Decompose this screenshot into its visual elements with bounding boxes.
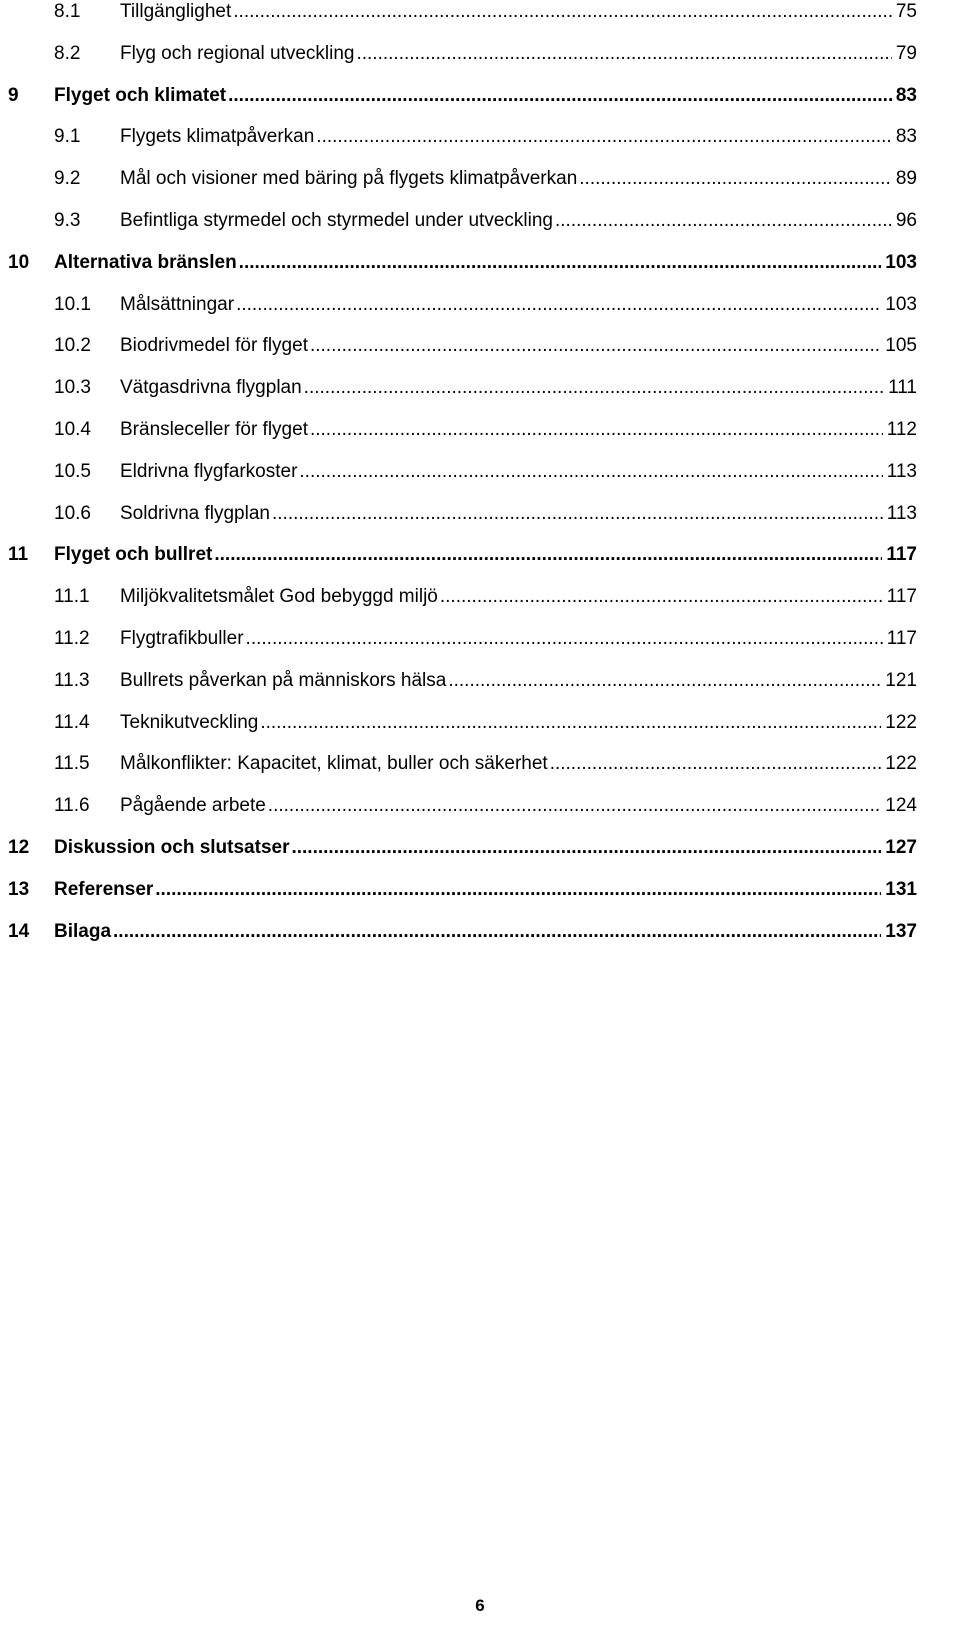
toc-entry-title: Befintliga styrmedel och styrmedel under utveckling — [120, 210, 553, 231]
toc-entry-body — [120, 623, 917, 655]
toc-entry-title: Flygets klimatpåverkan — [120, 126, 315, 148]
toc-entry[interactable] — [0, 0, 960, 28]
toc-entry-title: Målkonflikter: Kapacitet, klimat, buller och säkerhet — [120, 753, 548, 775]
toc-entry-body — [120, 121, 917, 153]
toc-entry-page: 83 — [895, 126, 917, 148]
toc-entry[interactable] — [0, 874, 960, 906]
toc-entry[interactable] — [0, 748, 960, 780]
toc-entry-body — [120, 790, 917, 822]
toc-entry-page: 124 — [885, 795, 917, 817]
toc-entry-number: 10.1 — [54, 293, 91, 315]
toc-entry-number: 10.3 — [54, 377, 91, 399]
toc-entry-body — [120, 289, 917, 321]
toc-entry[interactable] — [0, 372, 960, 404]
toc-entry[interactable] — [0, 289, 960, 321]
toc-entry-number: 9.3 — [54, 210, 81, 231]
toc-entry-page: 111 — [888, 377, 917, 399]
dot-leader — [236, 289, 881, 321]
toc-entry-number: 8.1 — [54, 1, 81, 22]
toc-entry-title: Flyg och regional utveckling — [120, 42, 355, 64]
dot-leader — [228, 80, 892, 112]
toc-entry-number: 11.3 — [54, 669, 90, 691]
toc-entry-title: Biodrivmedel för flyget — [120, 335, 308, 357]
toc-entry-title: Bränsleceller för flyget — [120, 419, 308, 440]
page-number: 6 — [475, 1596, 485, 1615]
toc-entry-number: 11.1 — [54, 586, 90, 608]
toc-entry-title: Alternativa bränslen — [54, 251, 237, 273]
dot-leader — [299, 456, 882, 488]
toc-entry-title: Bilaga — [54, 920, 112, 942]
toc-entry-number: 11.4 — [54, 711, 90, 733]
dot-leader — [155, 874, 881, 906]
toc-entry-page: 121 — [885, 669, 917, 691]
toc-entry-page: 117 — [886, 544, 917, 566]
toc-entry-number: 10 — [8, 251, 30, 273]
toc-entry-title: Vätgasdrivna flygplan — [120, 377, 302, 399]
toc-entry[interactable] — [0, 456, 960, 488]
toc-entry-number: 8.2 — [54, 42, 81, 64]
toc-entry-body — [120, 163, 917, 195]
dot-leader — [579, 163, 892, 195]
toc-entry-number: 9.1 — [54, 126, 81, 148]
toc-entry-number: 11.2 — [54, 628, 90, 649]
toc-entry[interactable] — [0, 80, 960, 112]
toc-entry[interactable] — [0, 665, 960, 697]
toc-entry-number: 9.2 — [54, 168, 81, 190]
toc-entry[interactable] — [0, 498, 960, 530]
toc-entry-number: 12 — [8, 837, 30, 858]
toc-entry-body — [120, 0, 917, 28]
toc-entry-number: 10.2 — [54, 335, 91, 357]
toc-entry-number: 14 — [8, 920, 30, 942]
toc-entry-title: Soldrivna flygplan — [120, 502, 270, 524]
toc-entry-body — [54, 874, 917, 906]
toc-entry-title: Eldrivna flygfarkoster — [120, 460, 298, 482]
toc-entry-number: 11 — [8, 544, 29, 566]
dot-leader — [440, 581, 883, 613]
dot-leader — [233, 0, 892, 28]
toc-entry[interactable] — [0, 581, 960, 613]
toc-entry-body — [120, 581, 917, 613]
toc-entry-title: Referenser — [54, 878, 154, 900]
toc-entry-body — [120, 456, 917, 488]
toc-entry-number: 9 — [8, 84, 19, 106]
toc-entry[interactable] — [0, 121, 960, 153]
dot-leader — [214, 539, 882, 571]
toc-entry-page: 122 — [885, 753, 917, 775]
dot-leader — [260, 707, 881, 739]
toc-entry[interactable] — [0, 205, 960, 237]
dot-leader — [555, 205, 892, 237]
toc-entry-page: 75 — [895, 1, 917, 22]
toc-entry-body — [120, 665, 917, 697]
toc-entry-body — [54, 916, 917, 948]
toc-entry[interactable] — [0, 790, 960, 822]
toc-entry-number: 11.6 — [54, 795, 90, 817]
toc-entry-number: 13 — [8, 878, 30, 900]
toc-entry[interactable] — [0, 916, 960, 948]
toc-entry-title: Flygtrafikbuller — [120, 628, 244, 649]
toc-entry-page: 122 — [885, 711, 917, 733]
toc-entry-number: 10.4 — [54, 419, 91, 440]
toc-entry[interactable] — [0, 247, 960, 279]
dot-leader — [448, 665, 881, 697]
toc-entry[interactable] — [0, 832, 960, 864]
toc-entry-body — [54, 539, 917, 571]
toc-entry-number: 10.6 — [54, 502, 91, 524]
toc-entry-title: Bullrets påverkan på människors hälsa — [120, 669, 447, 691]
toc-entry-page: 131 — [885, 878, 917, 900]
toc-entry-page: 105 — [885, 335, 917, 357]
dot-leader — [239, 247, 882, 279]
toc-entry-title: Flyget och bullret — [54, 544, 213, 566]
dot-leader — [310, 414, 883, 446]
toc-entry-number: 11.5 — [54, 753, 90, 775]
toc-entry-body — [54, 80, 917, 112]
toc-entry[interactable] — [0, 539, 960, 571]
toc-entry-page: 113 — [886, 502, 917, 524]
toc-entry-body — [120, 498, 917, 530]
toc-entry-body — [120, 414, 917, 446]
dot-leader — [268, 790, 882, 822]
toc-entry-body — [120, 372, 917, 404]
toc-entry-body — [120, 748, 917, 780]
toc-entry-page: 83 — [895, 84, 917, 106]
toc-entry-title: Diskussion och slutsatser — [54, 837, 290, 858]
dot-leader — [291, 832, 881, 864]
dot-leader — [246, 623, 883, 655]
toc-entry-title: Tillgänglighet — [120, 1, 232, 22]
toc-entry-page: 103 — [885, 251, 917, 273]
toc-entry-title: Miljökvalitetsmålet God bebyggd miljö — [120, 586, 438, 608]
toc-entry-body — [54, 832, 917, 864]
toc-entry-body — [120, 330, 917, 362]
toc-entry-page: 103 — [885, 293, 917, 315]
toc-entry-page: 79 — [895, 42, 917, 64]
toc-entry-body — [120, 707, 917, 739]
toc-entry-page: 117 — [886, 586, 917, 608]
toc-entry-page: 117 — [886, 628, 917, 649]
dot-leader — [356, 38, 891, 70]
toc-entry[interactable] — [0, 330, 960, 362]
toc-entry-page: 112 — [886, 419, 917, 440]
toc-entry-page: 137 — [885, 920, 917, 942]
toc-entry-page: 89 — [895, 168, 917, 190]
dot-leader — [550, 748, 882, 780]
toc-entry-body — [120, 205, 917, 237]
toc-entry-title: Mål och visioner med bäring på flygets klimatpåverkan — [120, 168, 578, 190]
toc-entry-title: Teknikutveckling — [120, 711, 259, 733]
toc-entry[interactable] — [0, 707, 960, 739]
toc-entry-title: Flyget och klimatet — [54, 84, 227, 106]
toc-entry[interactable] — [0, 414, 960, 446]
toc-entry-body — [54, 247, 917, 279]
dot-leader — [310, 330, 881, 362]
toc-entry-title: Målsättningar — [120, 293, 235, 315]
toc-entry-page: 113 — [886, 460, 917, 482]
toc-entry[interactable] — [0, 38, 960, 70]
dot-leader — [272, 498, 883, 530]
toc-entry[interactable] — [0, 623, 960, 655]
toc-entry[interactable] — [0, 163, 960, 195]
toc-entry-number: 10.5 — [54, 460, 91, 482]
toc-entry-page: 96 — [895, 210, 917, 231]
dot-leader — [316, 121, 892, 153]
toc-entry-page: 127 — [885, 837, 917, 858]
dot-leader — [113, 916, 881, 948]
toc-entry-title: Pågående arbete — [120, 795, 266, 817]
dot-leader — [304, 372, 884, 404]
toc-entry-body — [120, 38, 917, 70]
